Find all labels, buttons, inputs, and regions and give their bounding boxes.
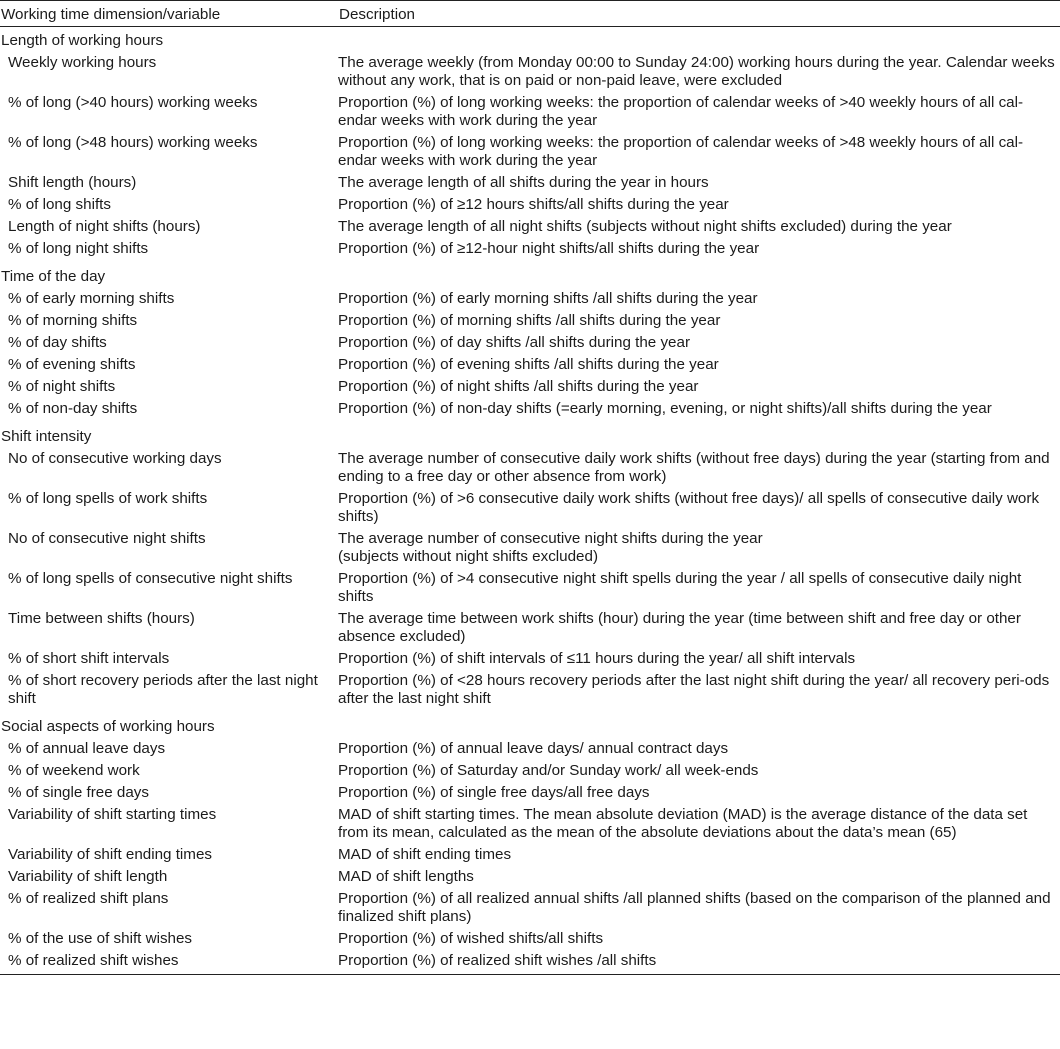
variable-cell: % of day shifts — [8, 334, 107, 351]
table-row — [0, 50, 1060, 90]
description-cell: The average weekly (from Monday 00:00 to Sunday 24:00) working hours during the year. Calendar weeks without any work, that is on paid or non-paid leave, were excluded — [338, 54, 1055, 89]
section-row — [0, 264, 1060, 286]
table-row — [0, 864, 1060, 886]
variable-cell: % of long spells of work shifts — [8, 490, 208, 507]
variable-cell: No of consecutive working days — [8, 450, 222, 467]
variable-cell: % of early morning shifts — [8, 290, 175, 307]
variable-cell: % of long shifts — [8, 196, 111, 213]
table-row — [0, 170, 1060, 192]
variable-cell: Variability of shift ending times — [8, 846, 212, 863]
table-row — [0, 374, 1060, 396]
table-row — [0, 396, 1060, 424]
variable-cell: Variability of shift length — [8, 868, 168, 885]
description-cell: Proportion (%) of long working weeks: the proportion of calendar weeks of >48 weekly hours of all cal-endar weeks with work during the year — [338, 134, 1024, 169]
description-cell: Proportion (%) of day shifts /all shifts during the year — [338, 334, 691, 351]
table-row — [0, 646, 1060, 668]
description-cell: Proportion (%) of non-day shifts (=early morning, evening, or night shifts)/all shifts during the year — [338, 400, 992, 417]
table-row — [0, 308, 1060, 330]
table-row — [0, 286, 1060, 308]
column-header-description: Description — [339, 6, 415, 23]
table-row — [0, 886, 1060, 926]
description-cell: Proportion (%) of evening shifts /all shifts during the year — [338, 356, 719, 373]
section-title: Length of working hours — [1, 32, 164, 49]
section-title: Shift intensity — [1, 428, 92, 445]
header-row — [0, 1, 1060, 27]
variable-cell: % of long (>48 hours) working weeks — [8, 134, 258, 151]
table-row — [0, 130, 1060, 170]
variable-cell: % of realized shift plans — [8, 890, 169, 907]
variable-cell: Time between shifts (hours) — [8, 610, 195, 627]
description-cell: The average length of all night shifts (subjects without night shifts excluded) during the year — [338, 218, 952, 235]
variable-cell: % of single free days — [8, 784, 149, 801]
description-cell: The average length of all shifts during the year in hours — [338, 174, 709, 191]
table-row — [0, 352, 1060, 374]
table-row — [0, 446, 1060, 486]
description-cell: MAD of shift ending times — [338, 846, 512, 863]
variable-cell: % of long night shifts — [8, 240, 149, 257]
variable-cell: % of long spells of consecutive night shifts — [8, 570, 293, 587]
variable-cell: % of non-day shifts — [8, 400, 138, 417]
table-row — [0, 926, 1060, 948]
variable-cell: % of morning shifts — [8, 312, 138, 329]
description-cell: Proportion (%) of all realized annual shifts /all planned shifts (based on the comparison of the planned and finalized shift plans) — [338, 890, 1051, 925]
section-row — [0, 424, 1060, 446]
variable-cell: Variability of shift starting times — [8, 806, 217, 823]
description-cell: Proportion (%) of >6 consecutive daily work shifts (without free days)/ all spells of consecutive daily work shifts) — [338, 490, 1040, 525]
description-cell: Proportion (%) of ≥12 hours shifts/all shifts during the year — [338, 196, 729, 213]
table-row — [0, 90, 1060, 130]
description-cell: MAD of shift lengths — [338, 868, 474, 885]
description-cell: Proportion (%) of >4 consecutive night shift spells during the year / all spells of consecutive daily night shifts — [338, 570, 1022, 605]
variable-cell: % of night shifts — [8, 378, 116, 395]
description-cell: Proportion (%) of Saturday and/or Sunday work/ all week-ends — [338, 762, 759, 779]
description-cell: Proportion (%) of wished shifts/all shifts — [338, 930, 604, 947]
variable-cell: Shift length (hours) — [8, 174, 137, 191]
section-title: Social aspects of working hours — [1, 718, 215, 735]
variable-cell: % of evening shifts — [8, 356, 136, 373]
description-cell: Proportion (%) of <28 hours recovery periods after the last night shift during the year/ all recovery peri-ods after the last night shift — [338, 672, 1050, 707]
table-row — [0, 780, 1060, 802]
variable-cell: % of weekend work — [8, 762, 140, 779]
variable-cell: Weekly working hours — [8, 54, 157, 71]
column-header-variable: Working time dimension/variable — [1, 6, 221, 23]
variable-cell: No of consecutive night shifts — [8, 530, 206, 547]
table-row — [0, 526, 1060, 566]
table-row — [0, 758, 1060, 780]
table-row — [0, 330, 1060, 352]
section-row — [0, 714, 1060, 736]
description-cell: Proportion (%) of shift intervals of ≤11 hours during the year/ all shift intervals — [338, 650, 856, 667]
table-row — [0, 486, 1060, 526]
description-cell: Proportion (%) of morning shifts /all shifts during the year — [338, 312, 721, 329]
table-body — [0, 27, 1060, 975]
table-row — [0, 948, 1060, 975]
table-row — [0, 236, 1060, 264]
table-row — [0, 214, 1060, 236]
variable-cell: % of annual leave days — [8, 740, 166, 757]
description-cell: Proportion (%) of long working weeks: the proportion of calendar weeks of >40 weekly hours of all cal-endar weeks with work during the year — [338, 94, 1024, 129]
table-row — [0, 668, 1060, 714]
variable-cell: % of short shift intervals — [8, 650, 170, 667]
table-row — [0, 842, 1060, 864]
section-title: Time of the day — [1, 268, 106, 285]
description-cell: Proportion (%) of ≥12-hour night shifts/all shifts during the year — [338, 240, 760, 257]
table-row — [0, 606, 1060, 646]
description-cell: The average number of consecutive night shifts during the year (subjects without night shifts excluded) — [338, 530, 763, 565]
table-row — [0, 566, 1060, 606]
description-cell: Proportion (%) of single free days/all free days — [338, 784, 650, 801]
description-cell: The average number of consecutive daily work shifts (without free days) during the year (starting from and ending to a free day or other absence from work) — [338, 450, 1050, 485]
variable-cell: Length of night shifts (hours) — [8, 218, 201, 235]
table-row — [0, 192, 1060, 214]
variable-cell: % of the use of shift wishes — [8, 930, 193, 947]
variable-cell: % of short recovery periods after the last night shift — [8, 672, 318, 707]
description-cell: Proportion (%) of annual leave days/ annual contract days — [338, 740, 729, 757]
table-row — [0, 802, 1060, 842]
table-row — [0, 736, 1060, 758]
description-cell: Proportion (%) of early morning shifts /all shifts during the year — [338, 290, 758, 307]
description-cell: Proportion (%) of realized shift wishes /all shifts — [338, 952, 657, 969]
description-cell: MAD of shift starting times. The mean absolute deviation (MAD) is the average distance of the data set from its mean, calculated as the mean of the absolute deviations about the data’s mean (65) — [338, 806, 1028, 841]
description-cell: Proportion (%) of night shifts /all shifts during the year — [338, 378, 699, 395]
variable-cell: % of realized shift wishes — [8, 952, 179, 969]
section-row — [0, 27, 1060, 51]
table-header — [0, 1, 1060, 27]
variable-cell: % of long (>40 hours) working weeks — [8, 94, 258, 111]
description-cell: The average time between work shifts (hour) during the year (time between shift and free day or other absence excluded) — [338, 610, 1021, 645]
